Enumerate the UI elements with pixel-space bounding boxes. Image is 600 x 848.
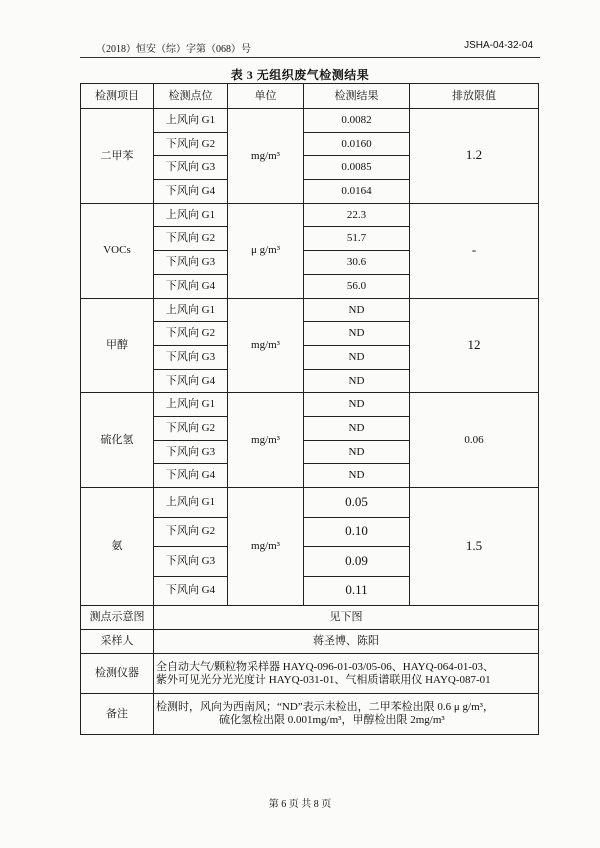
instrument-line: 紫外可见光分光光度计 HAYQ-031-01、气相质谱联用仪 HAYQ-087-01 xyxy=(156,673,491,686)
result-cell: 0.0164 xyxy=(304,180,410,204)
point-cell: 下风向 G2 xyxy=(154,322,228,346)
item-cell: 硫化氢 xyxy=(81,393,154,488)
result-cell: 0.05 xyxy=(304,488,410,518)
remark-row xyxy=(81,694,539,735)
result-cell: ND xyxy=(304,322,410,346)
result-cell: ND xyxy=(304,393,410,417)
point-cell: 下风向 G3 xyxy=(154,547,228,577)
table-header-row xyxy=(81,84,539,109)
result-cell: 0.0160 xyxy=(304,132,410,156)
point-cell: 上风向 G1 xyxy=(154,203,228,227)
page-footer: 第 6 页 共 8 页 xyxy=(268,799,332,810)
item-cell: 氨 xyxy=(81,488,154,606)
sampler-label: 采样人 xyxy=(81,630,154,654)
point-cell: 上风向 G1 xyxy=(154,109,228,133)
diagram-row xyxy=(81,606,539,630)
table-row xyxy=(81,488,539,518)
table-row xyxy=(81,203,539,227)
result-cell: 22.3 xyxy=(304,203,410,227)
result-cell: ND xyxy=(304,345,410,369)
point-cell: 下风向 G3 xyxy=(154,345,228,369)
result-cell: ND xyxy=(304,416,410,440)
table-title: 表 3 无组织废气检测结果 xyxy=(230,68,370,82)
unit-cell: μ g/m³ xyxy=(228,203,304,298)
diagram-value: 见下图 xyxy=(154,606,539,630)
results-table xyxy=(80,83,539,735)
instrument-line: 全自动大气/颗粒物采样器 HAYQ-096-01-03/05-06、HAYQ-064-01-03、 xyxy=(156,660,495,673)
point-cell: 上风向 G1 xyxy=(154,298,228,322)
diagram-label: 测点示意图 xyxy=(81,606,154,630)
unit-cell: mg/m³ xyxy=(228,488,304,606)
remark-line: 硫化氢检出限 0.001mg/m³，甲醇检出限 2mg/m³ xyxy=(219,714,445,726)
limit-cell: 0.06 xyxy=(410,393,539,488)
unit-cell: mg/m³ xyxy=(228,109,304,204)
point-cell: 下风向 G2 xyxy=(154,517,228,547)
result-cell: ND xyxy=(304,369,410,393)
table-row xyxy=(81,393,539,417)
column-header: 单位 xyxy=(228,84,304,109)
limit-cell: 12 xyxy=(410,298,539,393)
document-code: JSHA-04-32-04 xyxy=(464,40,533,51)
remark-value xyxy=(154,694,539,735)
remark-label: 备注 xyxy=(81,694,154,735)
item-cell: VOCs xyxy=(81,203,154,298)
instrument-row xyxy=(81,654,539,694)
item-cell: 二甲苯 xyxy=(81,109,154,204)
point-cell: 上风向 G1 xyxy=(154,393,228,417)
table-row xyxy=(81,298,539,322)
point-cell: 下风向 G4 xyxy=(154,464,228,488)
unit-cell: mg/m³ xyxy=(228,393,304,488)
limit-cell: 1.5 xyxy=(410,488,539,606)
point-cell: 下风向 G2 xyxy=(154,227,228,251)
sampler-row xyxy=(81,630,539,654)
result-cell: ND xyxy=(304,298,410,322)
limit-cell: 1.2 xyxy=(410,109,539,204)
result-cell: 0.0082 xyxy=(304,109,410,133)
point-cell: 下风向 G3 xyxy=(154,440,228,464)
result-cell: 0.10 xyxy=(304,517,410,547)
result-cell: 0.11 xyxy=(304,576,410,606)
remark-line: 检测时，风向为西南风；“ND”表示未检出，二甲苯检出限 0.6 μ g/m³， xyxy=(156,701,494,714)
result-cell: 0.09 xyxy=(304,547,410,577)
instrument-value xyxy=(154,654,539,694)
result-cell: ND xyxy=(304,440,410,464)
point-cell: 下风向 G4 xyxy=(154,180,228,204)
unit-cell: mg/m³ xyxy=(228,298,304,393)
result-cell: 51.7 xyxy=(304,227,410,251)
point-cell: 下风向 G2 xyxy=(154,416,228,440)
limit-cell: - xyxy=(410,203,539,298)
result-cell: 30.6 xyxy=(304,251,410,275)
instrument-label: 检测仪器 xyxy=(81,654,154,694)
result-cell: 0.0085 xyxy=(304,156,410,180)
result-cell: ND xyxy=(304,464,410,488)
point-cell: 下风向 G3 xyxy=(154,156,228,180)
item-cell: 甲醇 xyxy=(81,298,154,393)
point-cell: 下风向 G4 xyxy=(154,274,228,298)
point-cell: 下风向 G3 xyxy=(154,251,228,275)
point-cell: 下风向 G4 xyxy=(154,369,228,393)
point-cell: 下风向 G2 xyxy=(154,132,228,156)
sampler-value: 蒋圣博、陈阳 xyxy=(154,630,539,654)
table-row xyxy=(81,109,539,133)
column-header: 检测项目 xyxy=(81,84,154,109)
column-header: 检测点位 xyxy=(154,84,228,109)
header-divider xyxy=(80,57,540,58)
point-cell: 上风向 G1 xyxy=(154,488,228,518)
document-number: （2018）恒安（综）字第（068）号 xyxy=(96,44,251,55)
result-cell: 56.0 xyxy=(304,274,410,298)
point-cell: 下风向 G4 xyxy=(154,576,228,606)
column-header: 排放限值 xyxy=(410,84,539,109)
column-header: 检测结果 xyxy=(304,84,410,109)
